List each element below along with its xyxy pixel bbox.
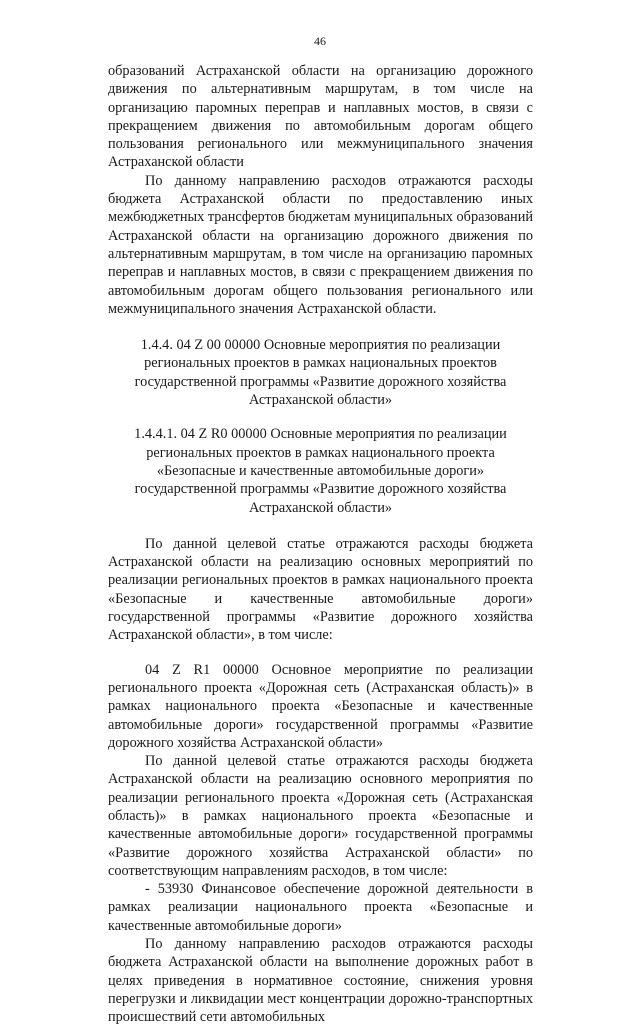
spacer: [108, 517, 533, 535]
spacer: [108, 318, 533, 336]
page-number: 46: [314, 34, 326, 48]
paragraph-expenditure-description: По данному направлению расходов отражаются расходы бюджета Астраханской области по предоставлению иных межбюджетных трансфертов бюджетам муниципальных образований Астраханской области на организацию дорожного движения по альтернативным маршрутам, в том числе на организацию паромных переправ и наплавных мостов, в связи с прекращением движения по автомобильным дорогам общего пользования регионального или межмуниципального значения Астраханской области.: [108, 172, 534, 317]
paragraph-target-article: По данной целевой статье отражаются расходы бюджета Астраханской области на реализацию основных мероприятий по реализации региональных проектов в рамках национального проекта «Безопасные и качественные автомобильные дороги» государственной программы «Развитие дорожного хозяйства Астраханской области», в том числе:: [108, 535, 533, 644]
paragraph-expense-item-53930: - 53930 Финансовое обеспечение дорожной деятельности в рамках реализации национального проекта «Безопасные и качественные автомобильные дороги»: [108, 881, 533, 934]
paragraph-main-activity: 04 Z R1 00000 Основное мероприятие по реализации регионального проекта «Дорожная сеть (Астраханская область)» в рамках национального проекта «Безопасные и качественные автомобильные дороги» государственной программы «Развитие дорожного хозяйства Астраханской области»: [108, 661, 533, 751]
paragraph-expense-description: По данному направлению расходов отражаются расходы бюджета Астраханской области на выполнение дорожных работ в целях приведения в нормативное состояние, снижения уровня перегрузки и ликвидации мест концентрации дорожно-транспортных происшествий сети автомобильных: [108, 936, 533, 1026]
section-heading-1-4-4: 1.4.4. 04 Z 00 00000 Основные мероприятия по реализации региональных проектов в рамках национальных проектов государственной программы «Развитие дорожного хозяйства Астраханской области»: [134, 337, 507, 409]
spacer: [108, 409, 533, 425]
paragraph-continuation: образований Астраханской области на организацию дорожного движения по альтернативным маршрутам, в том числе на организацию паромных переправ и наплавных мостов, в связи с прекращением движения по автомобильным дорогам общего пользования регионального или межмуниципального значения Астраханской области: [108, 63, 533, 171]
spacer: [108, 645, 533, 661]
paragraph-activity-expenses: По данной целевой статье отражаются расходы бюджета Астраханской области на реализацию основного мероприятия по реализации регионального проекта «Дорожная сеть (Астраханская область)» в рамках национального проекта «Безопасные и качественные автомобильные дороги» государственной программы «Развитие дорожного хозяйства Астраханской области» по соответствующим направлениям расходов, в том числе:: [108, 753, 533, 879]
page-body: [108, 62, 533, 1027]
section-heading-1-4-4-1: 1.4.4.1. 04 Z R0 00000 Основные мероприятия по реализации региональных проектов в рамках национального проекта «Безопасные и качественные автомобильные дороги» государственной программы «Развитие дорожного хозяйства Астраханской области»: [134, 426, 507, 516]
